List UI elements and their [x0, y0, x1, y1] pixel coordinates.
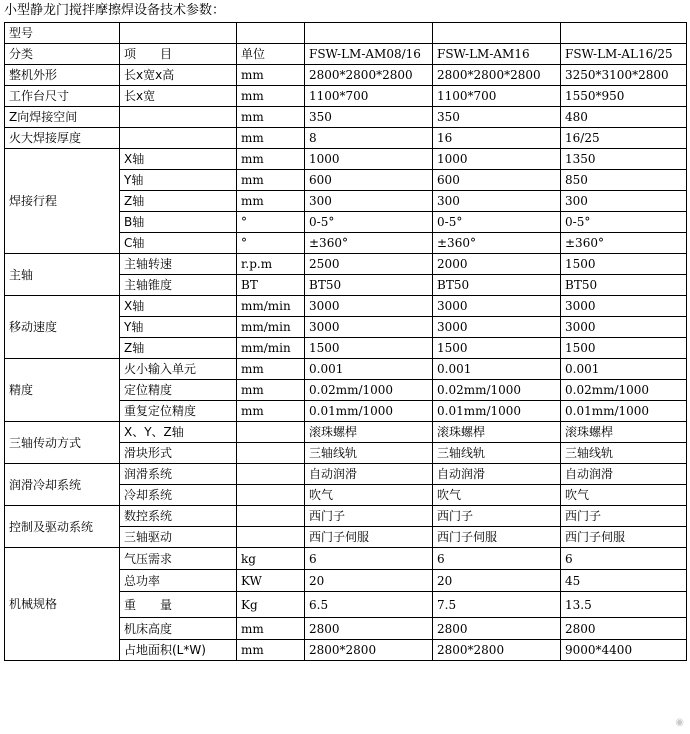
value-cell: 480 [561, 107, 687, 128]
value-cell: 0.02mm/1000 [561, 380, 687, 401]
value-cell: 1100*700 [433, 86, 561, 107]
item-cell: 长x宽x高 [120, 65, 237, 86]
value-cell: 2800 [561, 618, 687, 640]
category-cell: 机械规格 [5, 548, 120, 661]
item-cell: X轴 [120, 296, 237, 317]
value-cell: 三轴线轨 [561, 443, 687, 464]
empty-cell [120, 23, 237, 44]
value-cell: 0.01mm/1000 [433, 401, 561, 422]
unit-cell [237, 443, 305, 464]
value-cell: 0.02mm/1000 [305, 380, 433, 401]
value-cell: 2800*2800*2800 [305, 65, 433, 86]
value-cell: 9000*4400 [561, 640, 687, 661]
value-cell: 3000 [305, 296, 433, 317]
item-cell: Y轴 [120, 170, 237, 191]
value-cell: 0.01mm/1000 [561, 401, 687, 422]
value-cell: 1100*700 [305, 86, 433, 107]
value-cell: 16 [433, 128, 561, 149]
unit-cell: ° [237, 212, 305, 233]
value-cell: ±360° [433, 233, 561, 254]
value-cell: 2500 [305, 254, 433, 275]
unit-cell: mm [237, 149, 305, 170]
value-cell: 600 [305, 170, 433, 191]
empty-cell [561, 23, 687, 44]
category-cell: 三轴传动方式 [5, 422, 120, 464]
item-cell: 冷却系统 [120, 485, 237, 506]
value-cell: 0.001 [561, 359, 687, 380]
unit-cell: BT [237, 275, 305, 296]
category-cell: 火大焊接厚度 [5, 128, 120, 149]
category-cell: 移动速度 [5, 296, 120, 359]
item-cell: 三轴驱动 [120, 527, 237, 548]
item-cell: 长x宽 [120, 86, 237, 107]
spec-table-body [5, 23, 687, 661]
value-cell: 吹气 [561, 485, 687, 506]
value-cell: 3250*3100*2800 [561, 65, 687, 86]
value-cell: BT50 [433, 275, 561, 296]
item-cell [120, 107, 237, 128]
value-cell: 2800*2800 [433, 640, 561, 661]
category-cell: 焊接行程 [5, 149, 120, 254]
value-cell: 滚珠螺桿 [561, 422, 687, 443]
unit-cell [237, 464, 305, 485]
item-cell: 定位精度 [120, 380, 237, 401]
value-cell: 6 [433, 548, 561, 570]
value-cell: 自动润滑 [305, 464, 433, 485]
item-cell: 主轴转速 [120, 254, 237, 275]
table-row [5, 506, 687, 527]
value-cell: 西门子伺服 [305, 527, 433, 548]
empty-cell [305, 23, 433, 44]
unit-cell: mm [237, 86, 305, 107]
value-cell: 自动润滑 [433, 464, 561, 485]
unit-cell [237, 527, 305, 548]
unit-cell: mm/min [237, 338, 305, 359]
value-cell: 8 [305, 128, 433, 149]
value-cell: 6 [561, 548, 687, 570]
value-cell: 吹气 [433, 485, 561, 506]
table-row [5, 65, 687, 86]
value-cell: 2000 [433, 254, 561, 275]
item-cell: 总功率 [120, 570, 237, 592]
category-cell: Z向焊接空间 [5, 107, 120, 128]
value-cell: 6 [305, 548, 433, 570]
unit-cell [237, 506, 305, 527]
value-cell: 1000 [305, 149, 433, 170]
table-row [5, 107, 687, 128]
value-cell: 西门子伺服 [433, 527, 561, 548]
value-cell: 1550*950 [561, 86, 687, 107]
column-header: 分类 [5, 44, 120, 65]
value-cell: 3000 [561, 317, 687, 338]
model-row [5, 23, 687, 44]
value-cell: 7.5 [433, 592, 561, 618]
category-cell: 润滑冷却系统 [5, 464, 120, 506]
unit-cell: mm/min [237, 317, 305, 338]
item-cell: 滑块形式 [120, 443, 237, 464]
value-cell: 1500 [561, 338, 687, 359]
category-cell: 工作台尺寸 [5, 86, 120, 107]
value-cell: 300 [305, 191, 433, 212]
value-cell: 13.5 [561, 592, 687, 618]
value-cell: 6.5 [305, 592, 433, 618]
item-cell [120, 128, 237, 149]
unit-cell: mm [237, 359, 305, 380]
column-header: 单位 [237, 44, 305, 65]
unit-cell [237, 422, 305, 443]
unit-cell: mm [237, 401, 305, 422]
column-header-model: FSW-LM-AL16/25 [561, 44, 687, 65]
unit-cell: mm [237, 170, 305, 191]
value-cell: 3000 [561, 296, 687, 317]
unit-cell: KW [237, 570, 305, 592]
value-cell: 350 [305, 107, 433, 128]
empty-cell [237, 23, 305, 44]
value-cell: 600 [433, 170, 561, 191]
value-cell: 2800*2800 [305, 640, 433, 661]
model-label-cell: 型号 [5, 23, 120, 44]
unit-cell: mm [237, 65, 305, 86]
column-header-model: FSW-LM-AM08/16 [305, 44, 433, 65]
value-cell: 吹气 [305, 485, 433, 506]
watermark-logo: ◉ [675, 717, 684, 728]
header-row [5, 44, 687, 65]
value-cell: 1500 [305, 338, 433, 359]
value-cell: 300 [433, 191, 561, 212]
value-cell: BT50 [561, 275, 687, 296]
value-cell: 0-5° [433, 212, 561, 233]
item-cell: 数控系统 [120, 506, 237, 527]
value-cell: 850 [561, 170, 687, 191]
value-cell: 0.01mm/1000 [305, 401, 433, 422]
category-cell: 主轴 [5, 254, 120, 296]
item-cell: Z轴 [120, 338, 237, 359]
column-header: 项 目 [120, 44, 237, 65]
unit-cell: mm [237, 107, 305, 128]
value-cell: BT50 [305, 275, 433, 296]
unit-cell: ° [237, 233, 305, 254]
unit-cell: mm [237, 640, 305, 661]
table-row [5, 86, 687, 107]
item-cell: X、Y、Z轴 [120, 422, 237, 443]
spec-table [4, 22, 687, 661]
category-cell: 控制及驱动系统 [5, 506, 120, 548]
value-cell: 0.001 [305, 359, 433, 380]
value-cell: 三轴线轨 [433, 443, 561, 464]
value-cell: 西门子 [561, 506, 687, 527]
empty-cell [433, 23, 561, 44]
table-row [5, 422, 687, 443]
value-cell: 三轴线轨 [305, 443, 433, 464]
value-cell: 西门子 [305, 506, 433, 527]
item-cell: 重复定位精度 [120, 401, 237, 422]
value-cell: 300 [561, 191, 687, 212]
column-header-model: FSW-LM-AM16 [433, 44, 561, 65]
item-cell: 润滑系统 [120, 464, 237, 485]
value-cell: 0.001 [433, 359, 561, 380]
value-cell: 西门子伺服 [561, 527, 687, 548]
value-cell: 45 [561, 570, 687, 592]
value-cell: 3000 [433, 317, 561, 338]
value-cell: 2800 [433, 618, 561, 640]
value-cell: 2800*2800*2800 [433, 65, 561, 86]
item-cell: 重 量 [120, 592, 237, 618]
unit-cell: mm [237, 380, 305, 401]
unit-cell: Kg [237, 592, 305, 618]
value-cell: 3000 [433, 296, 561, 317]
value-cell: 西门子 [433, 506, 561, 527]
unit-cell: mm [237, 191, 305, 212]
page-title: 小型静龙门搅拌摩擦焊设备技术参数： [4, 3, 226, 18]
category-cell: 整机外形 [5, 65, 120, 86]
unit-cell: kg [237, 548, 305, 570]
value-cell: ±360° [305, 233, 433, 254]
table-row [5, 296, 687, 317]
value-cell: 350 [433, 107, 561, 128]
item-cell: 主轴锥度 [120, 275, 237, 296]
item-cell: 机床高度 [120, 618, 237, 640]
value-cell: 1500 [561, 254, 687, 275]
value-cell: 1500 [433, 338, 561, 359]
value-cell: 20 [433, 570, 561, 592]
value-cell: 0.02mm/1000 [433, 380, 561, 401]
item-cell: X轴 [120, 149, 237, 170]
unit-cell: r.p.m [237, 254, 305, 275]
value-cell: 20 [305, 570, 433, 592]
item-cell: Z轴 [120, 191, 237, 212]
unit-cell: mm/min [237, 296, 305, 317]
value-cell: 3000 [305, 317, 433, 338]
value-cell: 滚珠螺桿 [305, 422, 433, 443]
table-row [5, 128, 687, 149]
unit-cell: mm [237, 128, 305, 149]
item-cell: Y轴 [120, 317, 237, 338]
table-row [5, 464, 687, 485]
value-cell: ±360° [561, 233, 687, 254]
table-row [5, 359, 687, 380]
value-cell: 1000 [433, 149, 561, 170]
category-cell: 精度 [5, 359, 120, 422]
value-cell: 自动润滑 [561, 464, 687, 485]
unit-cell [237, 485, 305, 506]
value-cell: 16/25 [561, 128, 687, 149]
item-cell: 气压需求 [120, 548, 237, 570]
value-cell: 1350 [561, 149, 687, 170]
table-row [5, 548, 687, 570]
value-cell: 滚珠螺桿 [433, 422, 561, 443]
unit-cell: mm [237, 618, 305, 640]
value-cell: 0-5° [305, 212, 433, 233]
item-cell: C轴 [120, 233, 237, 254]
table-row [5, 254, 687, 275]
item-cell: 火小输入单元 [120, 359, 237, 380]
item-cell: B轴 [120, 212, 237, 233]
item-cell: 占地面积(L*W) [120, 640, 237, 661]
value-cell: 2800 [305, 618, 433, 640]
table-row [5, 149, 687, 170]
value-cell: 0-5° [561, 212, 687, 233]
